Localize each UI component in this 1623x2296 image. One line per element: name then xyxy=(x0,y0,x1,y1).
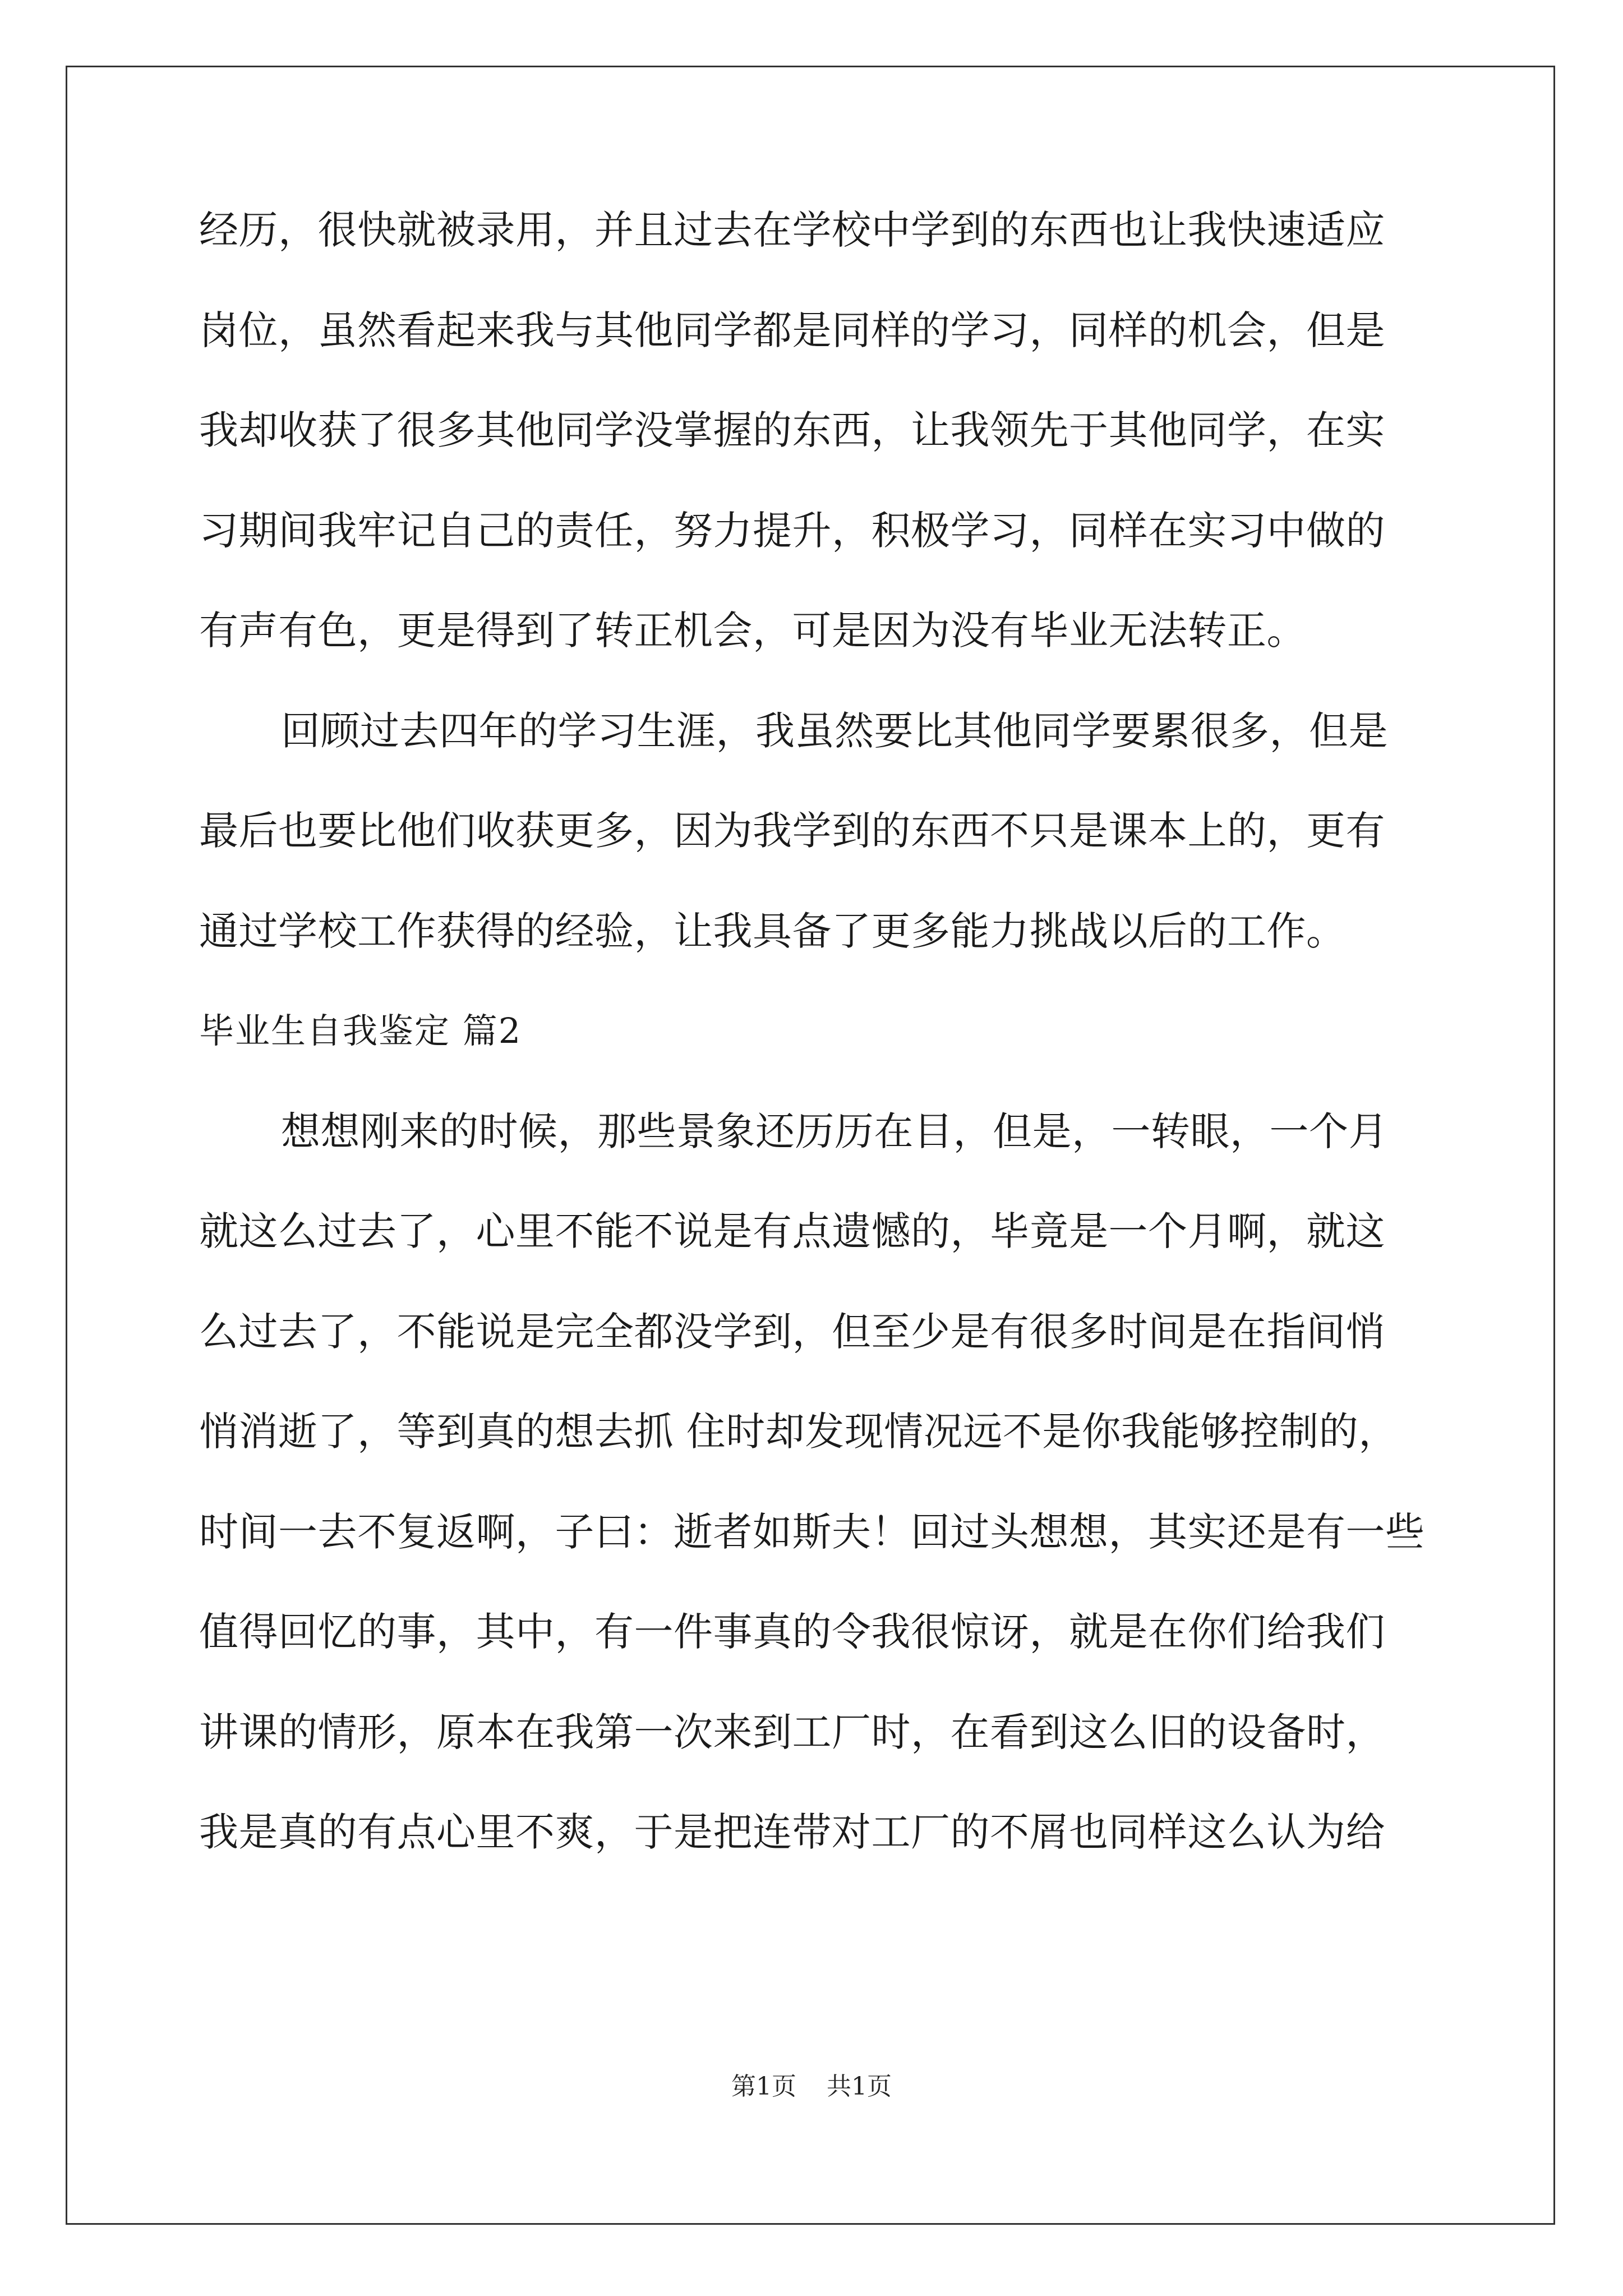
paragraph-line: 悄消逝了，等到真的想去抓 住时却发现情况远不是你我能够控制的， xyxy=(199,1409,1398,1455)
paragraph-line: 有声有色，更是得到了转正机会，可是因为没有毕业无法转正。 xyxy=(199,608,1306,654)
paragraph-line: 时间一去不复返啊，子曰：逝者如斯夫！回过头想想，其实还是有一些 xyxy=(199,1508,1425,1555)
paragraph-line: 就这么过去了，心里不能不说是有点遗憾的，毕竟是一个月啊，就这 xyxy=(199,1208,1385,1254)
paragraph-line: 么过去了，不能说是完全都没学到，但至少是有很多时间是在指间悄 xyxy=(199,1308,1385,1355)
paragraph-line: 经历，很快就被录用，并且过去在学校中学到的东西也让我快速适应 xyxy=(199,207,1385,253)
paragraph-line: 讲课的情形，原本在我第一次来到工厂时，在看到这么旧的设备时， xyxy=(199,1709,1385,1755)
document-body xyxy=(199,202,1461,1904)
paragraph-line: 想想刚来的时候，那些景象还历历在目，但是，一转眼，一个月 xyxy=(281,1108,1388,1154)
page-total: 共1页 xyxy=(827,2072,892,2101)
page-number: 第1页 xyxy=(731,2072,796,2101)
paragraph-line: 回顾过去四年的学习生涯，我虽然要比其他同学要累很多，但是 xyxy=(281,707,1388,754)
paragraph-line: 岗位，虽然看起来我与其他同学都是同样的学习，同样的机会，但是 xyxy=(199,307,1385,353)
paragraph-line: 值得回忆的事，其中，有一件事真的令我很惊讶，就是在你们给我们 xyxy=(199,1609,1385,1655)
paragraph-line: 习期间我牢记自己的责任，努力提升，积极学习，同样在实习中做的 xyxy=(199,507,1385,554)
page-footer xyxy=(0,2071,1623,2102)
paragraph-line: 最后也要比他们收获更多，因为我学到的东西不只是课本上的，更有 xyxy=(199,808,1385,854)
paragraph-line: 我是真的有点心里不爽，于是把连带对工厂的不屑也同样这么认为给 xyxy=(199,1809,1385,1855)
paragraph-line: 通过学校工作获得的经验，让我具备了更多能力挑战以后的工作。 xyxy=(199,908,1346,954)
section-heading: 毕业生自我鉴定 篇2 xyxy=(199,1010,522,1051)
paragraph-line: 我却收获了很多其他同学没掌握的东西，让我领先于其他同学，在实 xyxy=(199,407,1385,453)
